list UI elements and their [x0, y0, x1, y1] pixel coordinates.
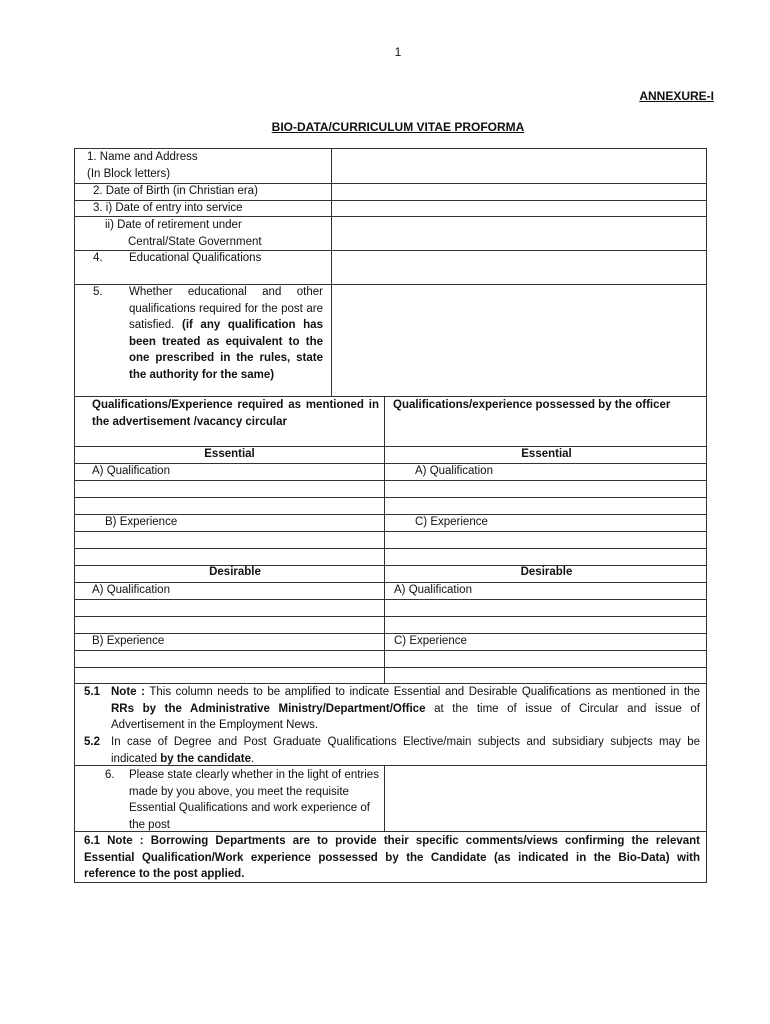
page-number: 1: [394, 45, 402, 59]
note-6-1-block: [74, 831, 707, 883]
date-of-birth-value[interactable]: [335, 183, 703, 199]
qualification-comparison-table: [74, 396, 707, 684]
date-of-entry-label: 3. i) Date of entry into service: [93, 202, 243, 214]
right-essential-experience: C) Experience: [415, 516, 488, 528]
row-6-question: Please state clearly whether in the light of entries made by you above, you meet the requisite Essential Qualifications and work experience of the post: [129, 769, 379, 831]
row-6-table: [74, 765, 707, 832]
education-value[interactable]: [335, 250, 703, 283]
required-qualifications-header: Qualifications/Experience required as mentioned in the advertisement /vacancy circular: [92, 399, 379, 428]
retirement-date-value[interactable]: [335, 217, 703, 249]
possessed-qualifications-header: Qualifications/experience possessed by the officer: [393, 399, 671, 411]
right-desirable-qualification: A) Qualification: [394, 584, 472, 596]
right-desirable-heading: Desirable: [520, 566, 573, 578]
retirement-date-label: ii) Date of retirement under Central/State Government: [105, 219, 262, 248]
name-address-value[interactable]: [335, 149, 703, 183]
row-6-answer[interactable]: [387, 766, 705, 830]
education-label: Educational Qualifications: [129, 252, 262, 264]
date-of-birth-label: 2. Date of Birth (in Christian era): [93, 185, 258, 197]
date-of-entry-value[interactable]: [335, 200, 703, 216]
left-essential-heading: Essential: [204, 448, 255, 460]
biodata-table-top: [74, 148, 707, 397]
left-essential-experience: B) Experience: [105, 516, 178, 528]
left-desirable-qualification: A) Qualification: [92, 584, 170, 596]
notes-block: [74, 683, 707, 766]
note-6-1: 6.1 Note : Borrowing Departments are to provide their specific comments/views confirming the relevant Essential Qualification/Work experience possessed by the Candidate (as indicated in the Bio-Data) with reference to the post applied.: [84, 835, 700, 880]
left-desirable-experience: B) Experience: [92, 635, 165, 647]
document-title: BIO-DATA/CURRICULUM VITAE PROFORMA: [271, 120, 525, 134]
annexure-label: ANNEXURE-I: [639, 89, 714, 103]
left-desirable-heading: Desirable: [209, 566, 261, 578]
right-desirable-experience: C) Experience: [394, 635, 467, 647]
right-essential-qualification: A) Qualification: [415, 465, 493, 477]
note-5-1: 5.1 Note : This column needs to be amplified to indicate Essential and Desirable Qualifications as mentioned in the RRs by the Administrative Ministry/Department/Office at the time of issue of Circular and issue of Advertisement in the Employment News.: [84, 686, 700, 731]
qualification-satisfied-label: Whether educational and other qualifications required for the post are satisfied. (if any qualification has been treated as equivalent to the one prescribed in the rules, state the authority for the same): [129, 286, 323, 381]
education-number: 4.: [93, 252, 103, 264]
qualification-satisfied-value[interactable]: [335, 284, 703, 396]
qualification-satisfied-number: 5.: [93, 286, 103, 298]
row-6-number: 6.: [105, 769, 115, 781]
note-5-2: 5.2 In case of Degree and Post Graduate Qualifications Elective/main subjects and subsidiary subjects may be indicated by the candidate.: [84, 736, 700, 765]
right-essential-heading: Essential: [521, 448, 572, 460]
name-address-label: 1. Name and Address (In Block letters): [87, 151, 198, 180]
left-essential-qualification: A) Qualification: [92, 465, 170, 477]
